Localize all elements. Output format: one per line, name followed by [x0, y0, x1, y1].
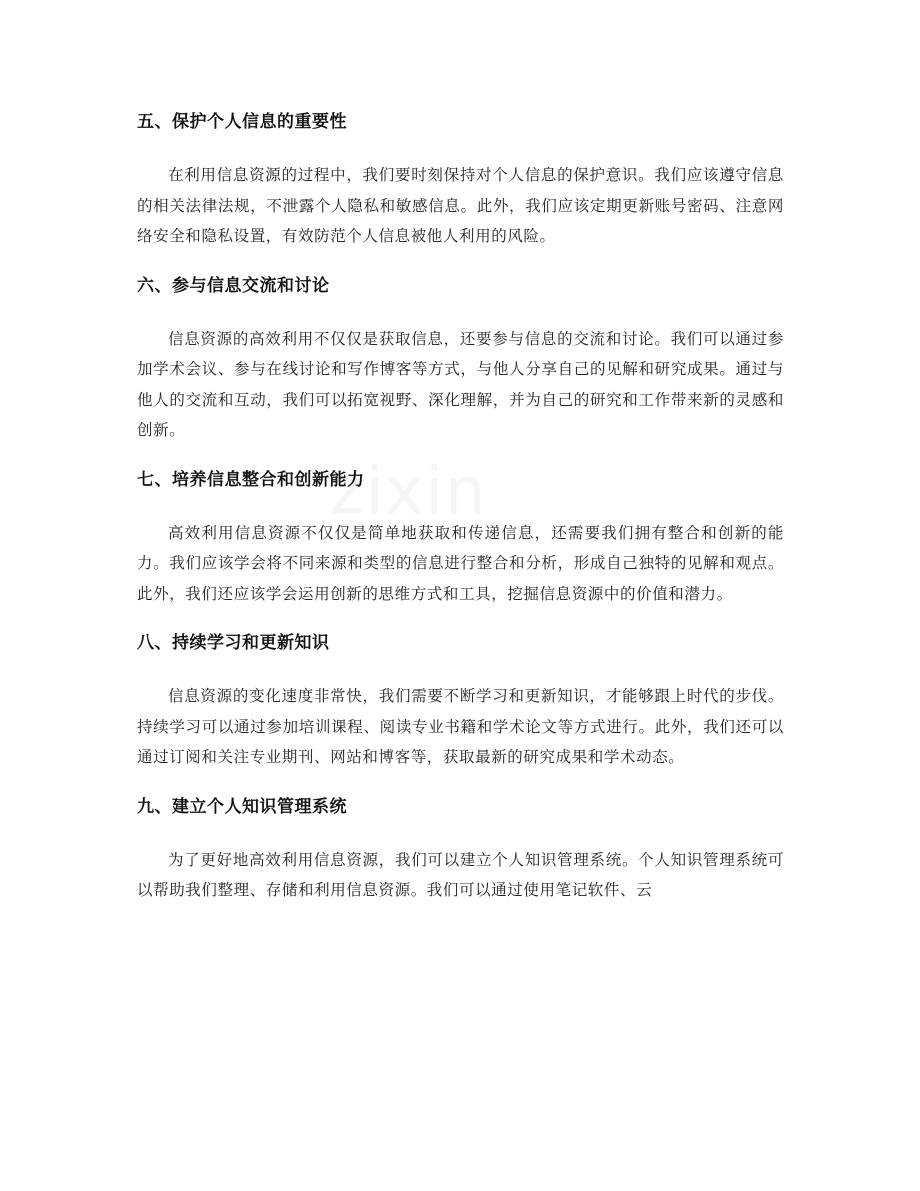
document-body [137, 104, 784, 906]
section-5 [137, 104, 784, 252]
section-8 [137, 625, 784, 773]
section-paragraph: 为了更好地高效利用信息资源，我们可以建立个人知识管理系统。个人知识管理系统可以帮助我们整理、存储和利用信息资源。我们可以通过使用笔记软件、云 [137, 850, 784, 899]
section-heading: 七、培养信息整合和创新能力 [137, 469, 365, 490]
section-6 [137, 268, 784, 446]
section-7 [137, 462, 784, 610]
section-heading: 八、持续学习和更新知识 [137, 633, 330, 653]
watermark: zixin [330, 455, 488, 529]
section-paragraph: 信息资源的高效利用不仅仅是获取信息，还要参与信息的交流和讨论。我们可以通过参加学术会议、参与在线讨论和写作博客等方式，与他人分享自己的见解和研究成果。通过与他人的交流和互动，我们可以拓宽视野、深化理解，并为自己的研究和工作带来新的灵感和创新。 [137, 329, 784, 439]
section-paragraph: 信息资源的变化速度非常快，我们需要不断学习和更新知识，才能够跟上时代的步伐。持续学习可以通过参加培训课程、阅读专业书籍和学术论文等方式进行。此外，我们还可以通过订阅和关注专业期刊、网站和博客等，获取最新的研究成果和学术动态。 [137, 687, 784, 766]
section-heading: 六、参与信息交流和讨论 [137, 275, 330, 296]
section-paragraph: 在利用信息资源的过程中，我们要时刻保持对个人信息的保护意识。我们应该遵守信息的相关法律法规，不泄露个人隐私和敏感信息。此外，我们应该定期更新账号密码、注意网络安全和隐私设置，有效防范个人信息被他人利用的风险。 [137, 166, 784, 245]
section-heading: 五、保护个人信息的重要性 [137, 112, 347, 132]
section-paragraph: 高效利用信息资源不仅仅是简单地获取和传递信息，还需要我们拥有整合和创新的能力。我们应该学会将不同来源和类型的信息进行整合和分析，形成自己独特的见解和观点。此外，我们还应该学会运用创新的思维方式和工具，挖掘信息资源中的价值和潜力。 [137, 523, 784, 603]
section-9 [137, 789, 784, 906]
section-heading: 九、建立个人知识管理系统 [137, 796, 347, 817]
